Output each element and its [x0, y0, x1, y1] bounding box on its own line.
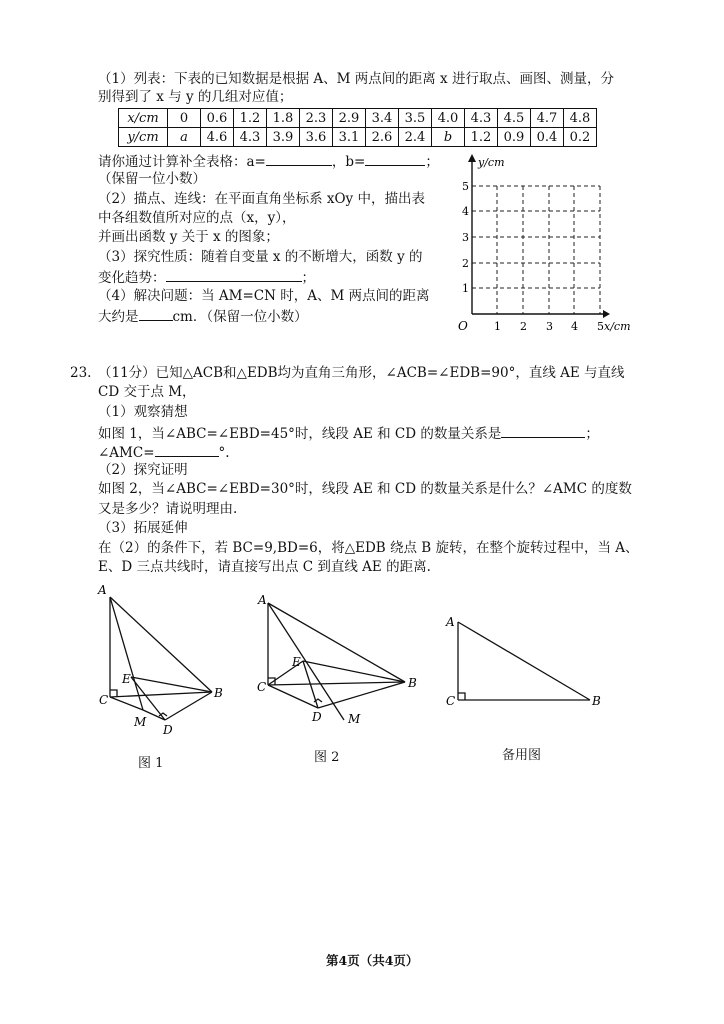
- q23-sub2-line2: 又是多少？请说明理由.: [98, 501, 238, 517]
- q22-part4-line1: （4）解决问题：当 AM=CN 时，A、M 两点间的距离: [98, 288, 430, 304]
- q23-sub1-line2: [98, 442, 230, 462]
- q22-part1-line1: （1）列表：下表的已知数据是根据 A、M 两点间的距离 x 进行取点、画图、测量，分: [98, 71, 614, 87]
- precision-note: （保留一位小数）: [98, 171, 206, 187]
- table-cell: a: [168, 128, 201, 147]
- table-header-x: x/cm: [119, 109, 168, 128]
- table-cell: 2.3: [300, 109, 333, 128]
- label-c: C: [257, 680, 267, 694]
- figure-2-caption: 图 2: [314, 750, 340, 765]
- label-d: D: [312, 710, 322, 724]
- q23-sub3-line1: 在（2）的条件下，若 BC=9,BD=6，将△EDB 绕点 B 旋转，在整个旋转过程中，当 A、: [98, 540, 639, 556]
- table-cell: 2.6: [366, 128, 399, 147]
- label-b: B: [592, 694, 601, 708]
- label-m: M: [348, 712, 361, 726]
- q23-sub3-line2: E、D 三点共线时，请直接写出点 C 到直线 AE 的距离.: [98, 559, 431, 575]
- figure-1-caption: 图 1: [138, 756, 164, 771]
- grid-lines: [472, 186, 600, 314]
- part3-label: 变化趋势：: [98, 270, 166, 286]
- table-row-x: [119, 109, 597, 128]
- fill-prompt-b: ，b=: [331, 154, 366, 170]
- sub1-question: 如图 1，当∠ABC=∠EBD=45°时，线段 AE 和 CD 的数量关系是: [98, 426, 502, 442]
- q23-line2: CD 交于点 M，: [98, 384, 196, 400]
- y-axis-arrow-icon: [468, 154, 476, 162]
- label-b: B: [214, 686, 223, 700]
- q23-sub2-title: （2）探究证明: [98, 462, 188, 478]
- label-m: M: [134, 715, 147, 729]
- figure-spare: [440, 612, 610, 712]
- part4-label: 大约是: [98, 309, 139, 325]
- x-tick-label: 5: [597, 320, 604, 333]
- table-cell: 3.1: [333, 128, 366, 147]
- x-axis-label: x/cm: [604, 320, 631, 333]
- part3-end: ；: [301, 270, 315, 286]
- q22-part3-line2: [98, 267, 315, 287]
- label-d: D: [163, 723, 173, 737]
- table-cell: 1.2: [234, 109, 267, 128]
- answer-blank-distance[interactable]: [139, 306, 173, 321]
- q23-sub3-title: （3）拓展延伸: [98, 520, 188, 536]
- label-a: A: [446, 615, 455, 629]
- table-cell: 0.9: [498, 128, 531, 147]
- sub1-angle-label: ∠AMC=: [98, 445, 155, 461]
- label-c: C: [446, 694, 456, 708]
- answer-blank-a[interactable]: [266, 151, 332, 166]
- q23-sub2-line1: 如图 2，当∠ABC=∠EBD=30°时，线段 AE 和 CD 的数量关系是什么？∠AMC 的度数: [98, 481, 632, 497]
- table-cell: 4.3: [234, 128, 267, 147]
- answer-blank-angle[interactable]: [155, 442, 219, 457]
- y-tick-label: 3: [462, 231, 469, 244]
- label-b: B: [408, 676, 417, 690]
- y-axis-label: y/cm: [478, 156, 505, 169]
- fill-prompt-a: 请你通过计算补全表格：a=: [98, 154, 266, 170]
- x-tick-label: 2: [520, 320, 527, 333]
- q22-part2-line1: （2）描点、连线：在平面直角坐标系 xOy 中，描出表: [98, 191, 425, 207]
- table-cell: 4.6: [201, 128, 234, 147]
- q23-sub1-line1: [98, 423, 599, 443]
- table-cell: 4.0: [432, 109, 465, 128]
- label-e: E: [292, 655, 301, 669]
- table-cell: 1.8: [267, 109, 300, 128]
- y-tick-label: 5: [462, 180, 469, 193]
- table-cell: 3.5: [399, 109, 432, 128]
- y-tick-label: 4: [462, 205, 469, 218]
- table-cell: 1.2: [465, 128, 498, 147]
- figure-1: [96, 582, 236, 742]
- sub1-end: ；: [585, 426, 599, 442]
- table-row-y: [119, 128, 597, 147]
- q22-part4-line2: [98, 306, 308, 326]
- answer-blank-trend[interactable]: [166, 267, 302, 282]
- sub1-angle-unit: °.: [218, 445, 230, 461]
- table-cell: b: [432, 128, 465, 147]
- q22-part1-line2: 别得到了 x 与 y 的几组对应值；: [98, 89, 293, 105]
- q23-sub1-title: （1）观察猜想: [98, 404, 188, 420]
- table-header-y: y/cm: [119, 128, 168, 147]
- table-cell: 2.4: [399, 128, 432, 147]
- label-a: A: [98, 583, 107, 597]
- part4-unit: cm．（保留一位小数）: [172, 309, 308, 325]
- table-cell: 4.8: [564, 109, 597, 128]
- q23-number: 23.: [70, 365, 92, 381]
- table-cell: 4.5: [498, 109, 531, 128]
- table-cell: 3.6: [300, 128, 333, 147]
- fill-end: ；: [425, 154, 439, 170]
- value-table: [118, 108, 597, 147]
- label-e: E: [122, 672, 131, 686]
- q23-line1: （11分）已知△ACB和△EDB均为直角三角形，∠ACB=∠EDB=90°，直线 AE 与直线: [98, 365, 625, 381]
- origin-label: O: [458, 319, 468, 333]
- table-cell: 3.4: [366, 109, 399, 128]
- q22-part2-line3: 并画出函数 y 关于 x 的图象；: [98, 229, 279, 245]
- page-footer: 第4页（共4页）: [326, 953, 419, 968]
- answer-blank-b[interactable]: [365, 151, 425, 166]
- table-cell: 4.3: [465, 109, 498, 128]
- coordinate-grid: [448, 148, 638, 338]
- x-tick-label: 3: [546, 320, 553, 333]
- x-axis-arrow-icon: [603, 310, 610, 318]
- table-cell: 3.9: [267, 128, 300, 147]
- q22-part3-line1: （3）探究性质：随着自变量 x 的不断增大，函数 y 的: [98, 249, 423, 265]
- table-cell: 0.4: [531, 128, 564, 147]
- table-cell: 0.2: [564, 128, 597, 147]
- x-tick-label: 1: [494, 320, 501, 333]
- table-cell: 2.9: [333, 109, 366, 128]
- table-cell: 0: [168, 109, 201, 128]
- figure-spare-caption: 备用图: [502, 748, 542, 763]
- answer-blank-relation[interactable]: [501, 423, 585, 438]
- figure-2: [254, 590, 424, 730]
- table-cell: 4.7: [531, 109, 564, 128]
- q22-part2-line2: 中各组数值所对应的点（x，y），: [98, 210, 296, 226]
- x-tick-label: 4: [571, 320, 578, 333]
- table-cell: 0.6: [201, 109, 234, 128]
- fill-prompt-line: [98, 151, 439, 171]
- y-tick-label: 2: [462, 257, 469, 270]
- label-a: A: [258, 593, 267, 607]
- label-c: C: [99, 693, 109, 707]
- y-tick-label: 1: [462, 282, 469, 295]
